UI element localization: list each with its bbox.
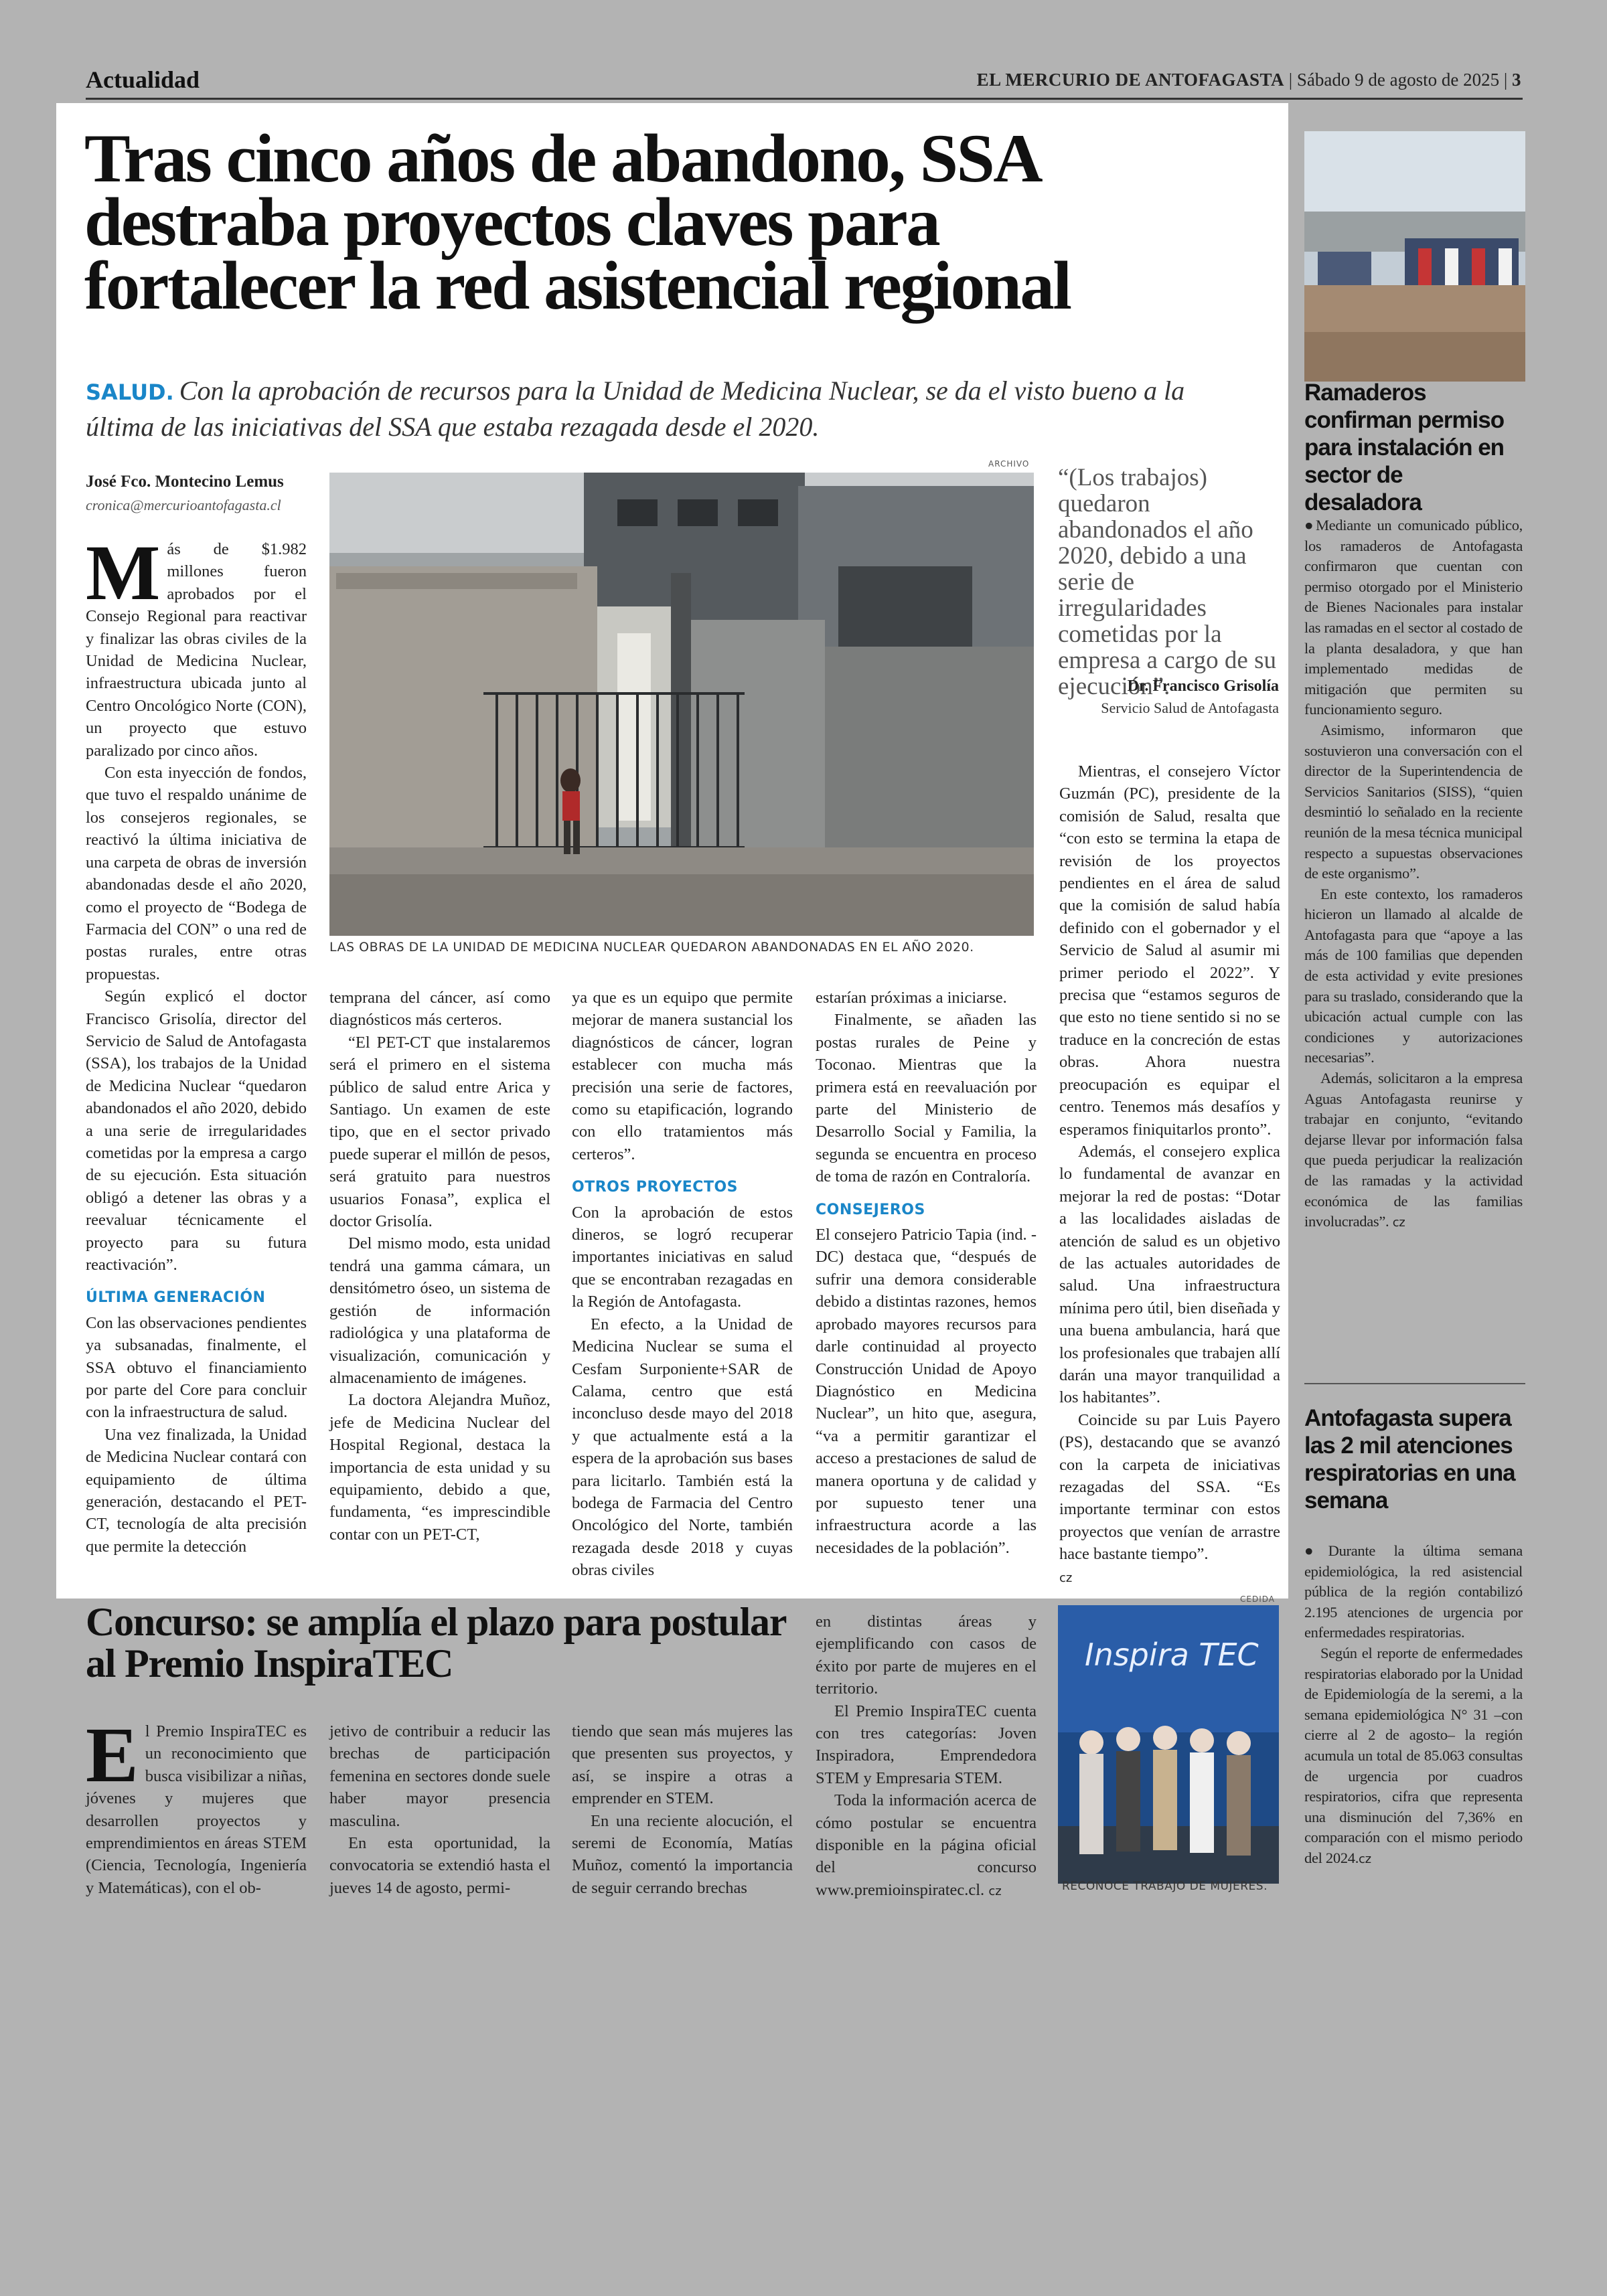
second-column-1	[86, 1711, 307, 1899]
article-column-2	[329, 987, 550, 1546]
paragraph: tiendo que sean más mujeres las que presenten sus proyectos, y así, se inspire a otras a emprender en STEM.	[572, 1722, 793, 1808]
article-column-3	[572, 987, 793, 1582]
paragraph: Según explicó el doctor Francisco Grisolía, director del Servicio de Salud de Antofagasta (SSA), los trabajos de la Unidad de Medicina Nuclear “quedaron abandonados el año 2020, debido a una serie de irregularidades cometidas por la empresa a cargo de su ejecución. Esta situación obligó a detener las obras y a reevaluar técnicamente el proyecto para su futura reactivación”.	[86, 987, 307, 1274]
dropcap: E	[86, 1711, 139, 1799]
paragraph: ●Durante la última semana epidemiológica, la red asistencial pública de la región contabilizó 2.195 atenciones de urgencia por enfermedades respiratorias.	[1304, 1542, 1523, 1641]
sidebar-headline-2: Antofagasta supera las 2 mil atenciones respiratorias en una semana	[1304, 1405, 1515, 1513]
photo-credit: ARCHIVO	[988, 459, 1030, 469]
section-label: Actualidad	[86, 66, 200, 93]
main-headline: Tras cinco años de abandono, SSA destraba proyectos claves para fortalecer la red asistencial regional	[84, 120, 1071, 324]
paragraph: En efecto, a la Unidad de Medicina Nuclear se suma el Cesfam Surponiente+SAR de Calama, centro que está inconcluso desde mayo del 2018 y que actualmente está a la espera de la aprobación sus bases para licitarlo. También está la bodega de Farmacia del Centro Oncológico del Norte, también rezagada desde 2018 y cuyas obras civiles	[572, 1315, 793, 1580]
paragraph: Finalmente, se añaden las postas rurales de Peine y Toconao. Mientras que la primera está en reevaluación por parte del Ministerio de Desarrollo Social y Familia, la segunda se encuentra en proceso de toma de razón en Contraloría.	[816, 1011, 1037, 1186]
second-column-4	[816, 1611, 1037, 1902]
paragraph: Asimismo, informaron que sostuvieron una conversación con el director de la Superintendencia de Servicios Sanitarios (SISS), “quien desmintió lo señalado en la reciente reunión de la mesa técnica municipal respecto a supuestas observaciones de este organismo”.	[1304, 721, 1523, 882]
paragraph: estarían próximas a iniciarse.	[816, 989, 1007, 1007]
end-mark-icon: cz	[1392, 1216, 1405, 1230]
second-headline: Concurso: se amplía el plazo para postular al Premio InspiraTEC	[86, 1600, 786, 1686]
paragraph: Una vez finalizada, la Unidad de Medicina Nuclear contará con equipamiento de última generación, destacando el PET-CT, tecnología de alta precisión que permite la detección	[86, 1425, 307, 1556]
paragraph: Toda la información acerca de cómo postular se encuentra disponible en la página oficial del concurso www.premioinspiratec.cl. cz	[816, 1791, 1037, 1899]
kicker: SALUD.	[86, 380, 174, 405]
ramadas-photo	[1304, 131, 1525, 382]
paragraph: En una reciente alocución, el seremi de Economía, Matías Muñoz, comentó la importancia de seguir cerrando brechas	[572, 1811, 793, 1897]
sidebar-headline-1: Ramaderos confirman permiso para instalación en sector de desaladora	[1304, 380, 1505, 515]
paragraph: Del mismo modo, esta unidad tendrá una gamma cámara, un densitómetro óseo, un sistema de gestión de información radiológica y una plataforma de visualización, comunicación y almacenamiento de imágenes.	[329, 1234, 550, 1387]
end-mark-icon: cz	[988, 1884, 1002, 1898]
bullet-icon: ●	[1304, 517, 1316, 534]
quote-attribution-role: Servicio Salud de Antofagasta	[1101, 700, 1279, 716]
main-dek	[86, 374, 1257, 444]
subheading: CONSEJEROS	[816, 1201, 925, 1218]
paragraph: ya que es un equipo que permite mejorar de manera sustancial los diagnósticos de cáncer, logran establecer con mucha más precisión una serie de factores, como su etapificación, logrando con ello tratamientos más certeros”.	[572, 989, 793, 1163]
paragraph: Mientras, el consejero Víctor Guzmán (PC), presidente de la comisión de Salud, resalta que “con esto se termina la etapa de revisión de los proyectos pendientes en el área de salud que la comisión de salud había definido con el gobernador y el Servicio de Salud al asumir mi primer periodo el 2022”. Y precisa que “estamos seguros de que esto no tiene sentido si no se traduce en la concreción de estas obras. Ahora nuestra preocupación es equipar el centro. Tenemos más desafíos y esperamos finiquitarlos pronto”.	[1059, 762, 1280, 1139]
paragraph: ás de $1.982 millones fueron aprobados por el Consejo Regional para reactivar y finalizar las obras civiles de la Unidad de Medicina Nuclear, infraestructura ubicada junto al Centro Oncológico Norte (CON), un proyecto que estuvo paralizado por cinco años.	[86, 540, 307, 760]
paragraph: La doctora Alejandra Muñoz, jefe de Medicina Nuclear del Hospital Regional, destaca la importancia de esta unidad y su equipamiento, debido a que, fundamenta, “es imprescindible contar con un PET-CT,	[329, 1391, 550, 1544]
paragraph: En esta oportunidad, la convocatoria se extendió hasta el jueves 14 de agosto, permi-	[329, 1834, 550, 1897]
quote-attribution-name: Dr. Francisco Grisolía	[1127, 677, 1279, 695]
second-column-2	[329, 1720, 550, 1899]
paragraph: Además, solicitaron a la empresa Aguas Antofagasta reunirse y trabajar en conjunto, “evitando dejarse llevar por información falsa que pueda perjudicar la realización de las ramadas y la actividad económica de las familias involucradas”. cz	[1304, 1070, 1523, 1230]
paragraph: “El PET-CT que instalaremos será el primero en el sistema público de salud entre Arica y Santiago. Un examen de este tipo, que en el sector privado puede superar el millón de pesos, será gratuito para nuestros usuarios Fonasa”, explica el doctor Grisolía.	[329, 1033, 550, 1231]
paragraph: temprana del cáncer, así como diagnósticos más certeros.	[329, 989, 550, 1030]
inspiratec-sign: Inspira TEC	[1085, 1637, 1259, 1673]
paragraph: l Premio InspiraTEC es un reconocimiento que busca visibilizar a niñas, jóvenes y mujeres que desarrollen proyectos y emprendimientos en áreas STEM (Ciencia, Tecnología, Ingeniería y Matemáticas), con el ob-	[86, 1722, 307, 1897]
article-column-5	[1059, 760, 1280, 1589]
subheading: ÚLTIMA GENERACIÓN	[86, 1289, 266, 1307]
construction-photo-illustration	[329, 473, 1034, 936]
ramadas-photo-illustration	[1304, 131, 1525, 382]
end-mark-icon: cz	[1059, 1570, 1073, 1585]
inspiratec-photo-illustration	[1058, 1605, 1279, 1884]
newspaper-name: EL MERCURIO DE ANTOFAGASTA	[976, 70, 1284, 90]
paragraph: Con la aprobación de estos dineros, se logró recuperar importantes iniciativas en salud que se encontraban rezagadas en la Región de Antofagasta.	[572, 1203, 793, 1311]
dek-text: Con la aprobación de recursos para la Unidad de Medicina Nuclear, se da el visto bueno a la última de las iniciativas del SSA que estaba rezagada desde el 2020.	[86, 376, 1185, 442]
paragraph: Coincide su par Luis Payero (PS), destacando que se avanzó con la carpeta de iniciativas rezagadas del SSA. “Es importante terminar con estos proyectos que venían de arrastre hace bastante tiempo”.	[1059, 1410, 1280, 1564]
header-rule	[86, 98, 1523, 100]
paragraph: El consejero Patricio Tapia (ind. - DC) destaca que, “después de sufrir una demora considerable debido a distintas razones, hemos aprobado mayores recursos para darle continuidad al proyecto Construcción Unidad de Apoyo Diagnóstico en Medicina Nuclear”, un hito que, asegura, “va a permitir garantizar el acceso a prestaciones de salud de manera oportuna y de calidad y por supuesto tener una infraestructura acorde a las necesidades de la población”.	[816, 1226, 1037, 1557]
second-column-3	[572, 1720, 793, 1899]
masthead	[977, 70, 1521, 90]
sidebar-story-1	[1304, 515, 1523, 1234]
paragraph: Además, el consejero explica lo fundamental de avanzar en mejorar la red de postas: “Dotar a las localidades aisladas de atención de salud es un objetivo de las actuales autoridades de salud. Una infraestructura mínima pero útil, bien diseñada y una buena ambulancia, hará que los profesionales que trabajen allí darán una mayor tranquilidad a los habitantes”.	[1059, 1142, 1280, 1407]
subheading: OTROS PROYECTOS	[572, 1179, 738, 1196]
end-mark-icon: cz	[1359, 1852, 1371, 1866]
author-email[interactable]: cronica@mercurioantofagasta.cl	[86, 497, 281, 513]
paragraph: jetivo de contribuir a reducir las brechas de participación femenina en sectores donde suele haber mayor presencia masculina.	[329, 1722, 550, 1830]
page-number: 3	[1512, 70, 1521, 90]
paragraph: ●Mediante un comunicado público, los ramaderos de Antofagasta confirmaron que cuentan con permiso otorgado por el Ministerio de Bienes Nacionales para instalar las ramadas en el sector al costado de la planta desaladora, y que han implementado medidas de mitigación que permiten su funcionamiento seguro.	[1304, 517, 1523, 718]
bullet-icon: ●	[1304, 1542, 1328, 1559]
article-column-4	[816, 987, 1037, 1559]
paragraph: Con las observaciones pendientes ya subsanadas, finalmente, el SSA obtuvo el financiamiento por parte del Core para concluir con la infraestructura de salud.	[86, 1313, 307, 1422]
dropcap: M	[86, 529, 161, 617]
construction-site-photo	[329, 473, 1034, 936]
inspiratec-photo	[1058, 1605, 1279, 1884]
paragraph: Según el reporte de enfermedades respiratorias elaborado por la Unidad de Epidemiología de la seremi, a la semana epidemiológica N° 31 –con cierre al 2 de agosto– la región acumula un total de 85.063 consultas de urgencia por cuadros respiratorios, cifra que representa una disminución del 7,36% en comparación con el mismo periodo del 2024.cz	[1304, 1644, 1523, 1866]
paragraph: En este contexto, los ramaderos hicieron un llamado al alcalde de Antofagasta para que “apoye a las más de 100 familias que dependen de esta actividad y evite presiones para su traslado, considerando que la ubicación actual cumple con las condiciones y autorizaciones necesarias”.	[1304, 885, 1523, 1066]
photo-credit: CEDIDA	[1240, 1594, 1275, 1604]
paragraph: Con esta inyección de fondos, que tuvo el respaldo unánime de los consejeros regionales, se reactivó la última iniciativa de una carpeta de obras de inversión abandonadas desde el año 2020, como el proyecto de “Bodega de Farmacia del CON” o una red de postas rurales, entre otras propuestas.	[86, 764, 307, 983]
paragraph: en distintas áreas y ejemplificando con casos de éxito por parte de mujeres en el territorio.	[816, 1613, 1037, 1698]
sidebar-divider	[1304, 1383, 1525, 1384]
pull-quote: “(Los trabajos) quedaron abandonados el año 2020, debido a una serie de irregularidades cometidas por la empresa a cargo de su ejecución”.	[1058, 464, 1277, 700]
paragraph: El Premio InspiraTEC cuenta con tres categorías: Joven Inspiradora, Emprendedora STEM y Empresaria STEM.	[816, 1702, 1037, 1787]
issue-date: | Sábado 9 de agosto de 2025 |	[1284, 70, 1512, 90]
second-photo-caption: RECONOCE TRABAJO DE MUJERES.	[1062, 1880, 1268, 1893]
photo-caption: LAS OBRAS DE LA UNIDAD DE MEDICINA NUCLEAR QUEDARON ABANDONADAS EN EL AÑO 2020.	[329, 940, 974, 955]
author-byline: José Fco. Montecino Lemus	[86, 473, 284, 491]
article-column-1	[86, 529, 307, 1558]
sidebar-story-2	[1304, 1541, 1523, 1870]
